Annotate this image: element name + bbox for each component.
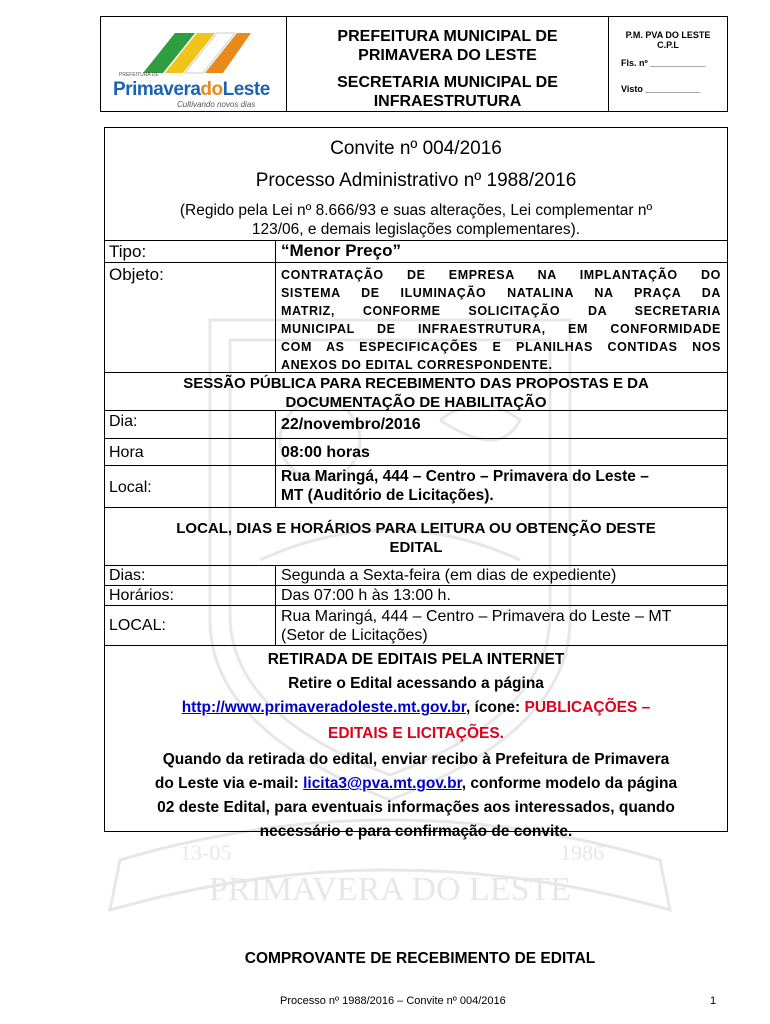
quando-line1: Quando da retirada do edital, enviar recibo à Prefeitura de Primavera bbox=[162, 751, 670, 768]
header-subtitle-line1: SECRETARIA MUNICIPAL DE bbox=[337, 74, 558, 91]
regido-line2: 123/06, e demais legislações complementares). bbox=[251, 221, 581, 238]
hora-row bbox=[105, 438, 727, 465]
email-link[interactable]: licita3@pva.mt.gov.br bbox=[303, 775, 462, 792]
sessao-title: SESSÃO PÚBLICA PARA RECEBIMENTO DAS PROPOSTAS E DA DOCUMENTAÇÃO DE HABILITAÇÃO bbox=[105, 372, 727, 410]
objeto-line: ANEXOS DO EDITAL CORRESPONDENTE. bbox=[281, 358, 553, 372]
logo-name: PrimaveradoLeste bbox=[113, 79, 270, 100]
hora-label: Hora bbox=[109, 444, 144, 461]
document-header bbox=[100, 16, 728, 112]
objeto-line: MUNICIPAL DE INFRAESTRUTURA, EM CONFORMIDADE bbox=[281, 322, 721, 336]
objeto-line: CONTRATAÇÃO DE EMPRESA NA IMPLANTAÇÃO DO bbox=[281, 268, 721, 282]
objeto-row bbox=[105, 262, 727, 372]
internet-title: RETIRADA DE EDITAIS PELA INTERNET bbox=[267, 651, 565, 668]
leitura-local-row bbox=[105, 605, 727, 645]
logo-slogan: Cultivando novos dias bbox=[177, 100, 256, 109]
site-link[interactable]: http://www.primaveradoleste.mt.gov.br bbox=[181, 699, 466, 716]
watermark-right-year: 1986 bbox=[560, 840, 604, 865]
header-title-cell bbox=[287, 17, 609, 111]
page-number: 1 bbox=[710, 995, 717, 1007]
fls-field: Fls. nº ___________ bbox=[621, 58, 706, 68]
quando-line3: 02 deste Edital, para eventuais informações aos interessados, quando bbox=[157, 799, 675, 816]
horarios-value: Das 07:00 h às 13:00 h. bbox=[281, 587, 451, 604]
quando-line4: necessário e para confirmação de convite. bbox=[259, 823, 573, 840]
header-title-line1: PREFEITURA MUNICIPAL DE bbox=[337, 28, 558, 45]
dia-row bbox=[105, 410, 727, 438]
hora-value: 08:00 horas bbox=[281, 444, 370, 461]
divider bbox=[275, 565, 276, 645]
objeto-line: MATRIZ, CONFORME SOLICITAÇÃO DA SECRETARIA bbox=[281, 304, 721, 318]
header-title-line2: PRIMAVERA DO LESTE bbox=[358, 47, 537, 64]
editais-licitacoes: EDITAIS E LICITAÇÕES. bbox=[328, 725, 504, 742]
dias-row bbox=[105, 565, 727, 585]
objeto-label: Objeto: bbox=[109, 265, 164, 284]
horarios-row bbox=[105, 585, 727, 605]
processo-title: Processo Administrativo nº 1988/2016 bbox=[255, 170, 577, 191]
tipo-value: “Menor Preço” bbox=[281, 241, 401, 260]
leitura-local-value: Rua Maringá, 444 – Centro – Primavera do Leste – MT (Setor de Licitações) bbox=[281, 608, 672, 644]
convite-title: Convite nº 004/2016 bbox=[330, 138, 502, 159]
objeto-line: SISTEMA DE ILUMINAÇÃO NATALINA NA PRAÇA DA bbox=[281, 286, 721, 300]
horarios-label: Horários: bbox=[109, 587, 174, 604]
flag-logo-icon bbox=[135, 29, 255, 77]
dia-label: Dia: bbox=[109, 413, 138, 430]
retire-text: Retire o Edital acessando a página bbox=[288, 675, 544, 692]
comprovante-title: COMPROVANTE DE RECEBIMENTO DE EDITAL bbox=[244, 950, 596, 967]
divider bbox=[275, 410, 276, 507]
url-line: http://www.primaveradoleste.mt.gov.br, ícone: PUBLICAÇÕES – bbox=[181, 699, 651, 716]
quando-line2: do Leste via e-mail: licita3@pva.mt.gov.br, conforme modelo da página bbox=[154, 775, 678, 792]
local-row bbox=[105, 465, 727, 507]
logo-cell bbox=[101, 17, 287, 111]
header-right-line2: C.P.L bbox=[657, 40, 679, 50]
leitura-title: LOCAL, DIAS E HORÁRIOS PARA LEITURA OU OBTENÇÃO DESTE EDITAL bbox=[105, 507, 727, 565]
internet-section bbox=[105, 645, 727, 840]
header-right-line1: P.M. PVA DO LESTE bbox=[625, 30, 711, 40]
header-right-cell bbox=[609, 17, 727, 111]
visto-field: Visto ___________ bbox=[621, 84, 701, 94]
header-subtitle-line2: INFRAESTRUTURA bbox=[373, 93, 522, 110]
objeto-text bbox=[281, 266, 721, 374]
local-value: Rua Maringá, 444 – Centro – Primavera do Leste – MT (Auditório de Licitações). bbox=[281, 468, 649, 504]
divider bbox=[275, 240, 276, 372]
watermark-left-date: 13-05 bbox=[180, 840, 232, 865]
logo-small-text: PREFEITURA DE bbox=[119, 72, 159, 78]
tipo-label: Tipo: bbox=[109, 242, 147, 261]
tipo-row bbox=[105, 240, 727, 262]
convite-box bbox=[104, 127, 728, 840]
leitura-local-label: LOCAL: bbox=[109, 617, 166, 634]
objeto-line: COM AS ESPECIFICAÇÕES E PLANILHAS CONTIDAS NOS bbox=[281, 340, 721, 354]
regido-line1: (Regido pela Lei nº 8.666/93 e suas alterações, Lei complementar nº bbox=[179, 202, 653, 219]
dias-label: Dias: bbox=[109, 567, 146, 584]
dia-value: 22/novembro/2016 bbox=[281, 416, 421, 433]
dias-value: Segunda a Sexta-feira (em dias de expediente) bbox=[281, 567, 617, 584]
local-label: Local: bbox=[109, 479, 152, 496]
watermark-text: PRIMAVERA DO LESTE bbox=[208, 871, 572, 908]
footer-text: Processo nº 1988/2016 – Convite nº 004/2016 bbox=[280, 995, 506, 1007]
